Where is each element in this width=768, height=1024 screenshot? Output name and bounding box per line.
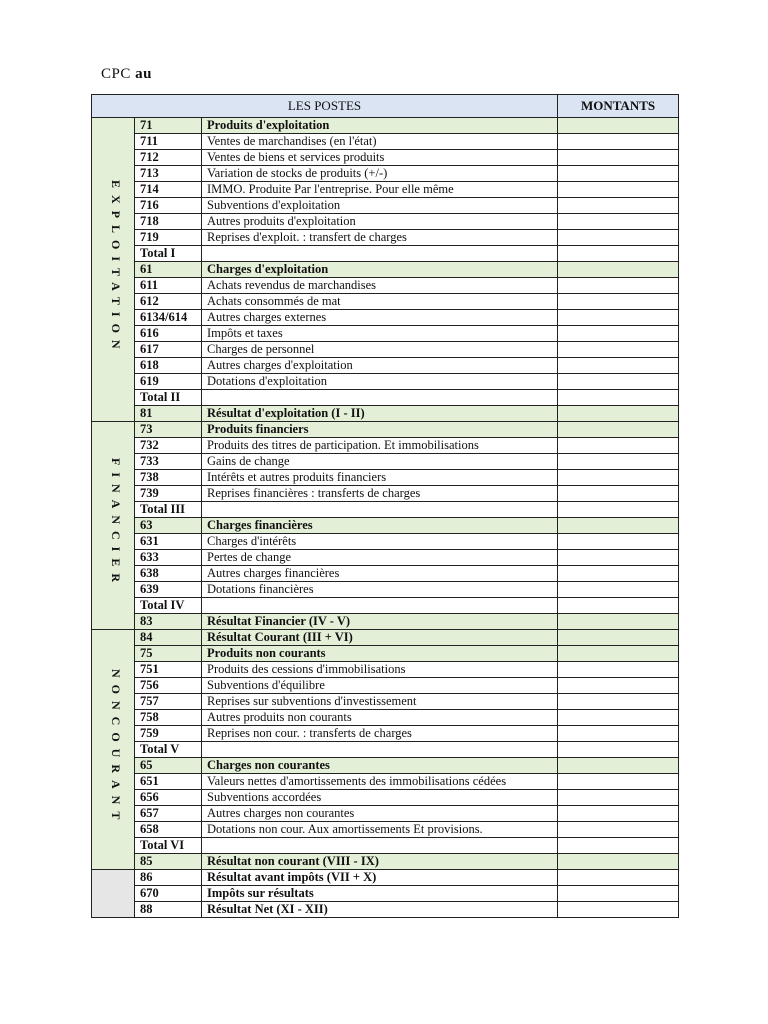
- amount-cell[interactable]: [558, 486, 679, 502]
- account-code: 84: [135, 630, 202, 646]
- account-code: 6134/614: [135, 310, 202, 326]
- header-postes: LES POSTES: [92, 95, 558, 118]
- amount-cell[interactable]: [558, 870, 679, 886]
- account-label: Résultat Courant (III + VI): [202, 630, 558, 646]
- account-label: [202, 246, 558, 262]
- section-label-cell: [92, 630, 135, 870]
- account-code: 756: [135, 678, 202, 694]
- account-label: Dotations financières: [202, 582, 558, 598]
- amount-cell[interactable]: [558, 726, 679, 742]
- table-row: [92, 278, 679, 294]
- account-label: Autres produits d'exploitation: [202, 214, 558, 230]
- account-code: 711: [135, 134, 202, 150]
- account-code: 86: [135, 870, 202, 886]
- amount-cell[interactable]: [558, 198, 679, 214]
- document-title: [101, 66, 152, 83]
- cpc-table: [91, 94, 679, 918]
- account-code: 638: [135, 566, 202, 582]
- account-label: Produits non courants: [202, 646, 558, 662]
- account-code: 619: [135, 374, 202, 390]
- amount-cell[interactable]: [558, 134, 679, 150]
- account-label: Produits d'exploitation: [202, 118, 558, 134]
- account-code: 639: [135, 582, 202, 598]
- account-label: Intérêts et autres produits financiers: [202, 470, 558, 486]
- amount-cell[interactable]: [558, 166, 679, 182]
- table-row: [92, 742, 679, 758]
- table-row: [92, 710, 679, 726]
- table-row: [92, 486, 679, 502]
- table-row: [92, 582, 679, 598]
- amount-cell[interactable]: [558, 326, 679, 342]
- amount-cell[interactable]: [558, 710, 679, 726]
- section-label-cell: [92, 870, 135, 918]
- table-row: [92, 326, 679, 342]
- account-label: Autres charges financières: [202, 566, 558, 582]
- account-code: 713: [135, 166, 202, 182]
- table-row: [92, 566, 679, 582]
- amount-cell[interactable]: [558, 582, 679, 598]
- table-body: [92, 118, 679, 918]
- table-row: [92, 598, 679, 614]
- account-label: Ventes de marchandises (en l'état): [202, 134, 558, 150]
- table-row: [92, 438, 679, 454]
- account-label: Impôts et taxes: [202, 326, 558, 342]
- table-row: [92, 774, 679, 790]
- account-label: Autres produits non courants: [202, 710, 558, 726]
- account-code: 738: [135, 470, 202, 486]
- table-row: [92, 534, 679, 550]
- account-label: Subventions accordées: [202, 790, 558, 806]
- account-label: Autres charges non courantes: [202, 806, 558, 822]
- table-row: [92, 246, 679, 262]
- account-code: 88: [135, 902, 202, 918]
- amount-cell[interactable]: [558, 854, 679, 870]
- account-code: 739: [135, 486, 202, 502]
- account-code: Total II: [135, 390, 202, 406]
- account-label: Reprises financières : transferts de charges: [202, 486, 558, 502]
- amount-cell[interactable]: [558, 278, 679, 294]
- account-code: 633: [135, 550, 202, 566]
- title-prefix: CPC: [101, 66, 131, 82]
- table-row: [92, 390, 679, 406]
- amount-cell[interactable]: [558, 518, 679, 534]
- section-label-cell: [92, 118, 135, 422]
- amount-cell[interactable]: [558, 646, 679, 662]
- table-row: [92, 646, 679, 662]
- table-row: [92, 758, 679, 774]
- account-label: Ventes de biens et services produits: [202, 150, 558, 166]
- account-code: 611: [135, 278, 202, 294]
- amount-cell[interactable]: [558, 534, 679, 550]
- account-label: Produits financiers: [202, 422, 558, 438]
- amount-cell[interactable]: [558, 422, 679, 438]
- account-label: Produits des titres de participation. Et immobilisations: [202, 438, 558, 454]
- amount-cell[interactable]: [558, 678, 679, 694]
- table-row: [92, 662, 679, 678]
- table-row: [92, 886, 679, 902]
- account-code: 61: [135, 262, 202, 278]
- account-code: 65: [135, 758, 202, 774]
- amount-cell[interactable]: [558, 406, 679, 422]
- account-label: Subventions d'exploitation: [202, 198, 558, 214]
- table-row: [92, 470, 679, 486]
- account-label: Résultat Net (XI - XII): [202, 902, 558, 918]
- account-label: [202, 598, 558, 614]
- account-code: 670: [135, 886, 202, 902]
- account-code: 618: [135, 358, 202, 374]
- account-code: Total I: [135, 246, 202, 262]
- table-row: [92, 790, 679, 806]
- account-code: 716: [135, 198, 202, 214]
- table-row: [92, 614, 679, 630]
- account-code: 651: [135, 774, 202, 790]
- amount-cell[interactable]: [558, 822, 679, 838]
- account-label: Reprises sur subventions d'investissement: [202, 694, 558, 710]
- account-code: 616: [135, 326, 202, 342]
- amount-cell[interactable]: [558, 438, 679, 454]
- table-row: [92, 422, 679, 438]
- section-label: NONCOURANT: [109, 668, 123, 827]
- amount-cell[interactable]: [558, 774, 679, 790]
- account-code: 83: [135, 614, 202, 630]
- account-code: 631: [135, 534, 202, 550]
- account-label: Dotations d'exploitation: [202, 374, 558, 390]
- account-code: 719: [135, 230, 202, 246]
- account-label: Dotations non cour. Aux amortissements Et provisions.: [202, 822, 558, 838]
- account-code: 85: [135, 854, 202, 870]
- account-code: Total IV: [135, 598, 202, 614]
- amount-cell[interactable]: [558, 502, 679, 518]
- table-row: [92, 198, 679, 214]
- amount-cell[interactable]: [558, 886, 679, 902]
- amount-cell[interactable]: [558, 758, 679, 774]
- table-row: [92, 694, 679, 710]
- title-suffix: au: [135, 66, 152, 82]
- table-row: [92, 118, 679, 134]
- table-row: [92, 454, 679, 470]
- account-label: [202, 742, 558, 758]
- amount-cell[interactable]: [558, 902, 679, 918]
- account-label: Pertes de change: [202, 550, 558, 566]
- account-label: Impôts sur résultats: [202, 886, 558, 902]
- amount-cell[interactable]: [558, 358, 679, 374]
- amount-cell[interactable]: [558, 550, 679, 566]
- account-label: Résultat avant impôts (VII + X): [202, 870, 558, 886]
- amount-cell[interactable]: [558, 662, 679, 678]
- account-label: Valeurs nettes d'amortissements des immobilisations cédées: [202, 774, 558, 790]
- amount-cell[interactable]: [558, 310, 679, 326]
- account-code: Total III: [135, 502, 202, 518]
- account-label: Charges non courantes: [202, 758, 558, 774]
- table-row: [92, 854, 679, 870]
- amount-cell[interactable]: [558, 598, 679, 614]
- account-label: Résultat non courant (VIII - IX): [202, 854, 558, 870]
- amount-cell[interactable]: [558, 742, 679, 758]
- table-row: [92, 134, 679, 150]
- account-code: Total V: [135, 742, 202, 758]
- account-label: Achats revendus de marchandises: [202, 278, 558, 294]
- account-label: IMMO. Produite Par l'entreprise. Pour elle même: [202, 182, 558, 198]
- amount-cell[interactable]: [558, 182, 679, 198]
- section-label: FINANCIER: [109, 457, 123, 589]
- account-code: 81: [135, 406, 202, 422]
- account-label: Reprises non cour. : transferts de charges: [202, 726, 558, 742]
- amount-cell[interactable]: [558, 390, 679, 406]
- account-label: Produits des cessions d'immobilisations: [202, 662, 558, 678]
- amount-cell[interactable]: [558, 246, 679, 262]
- table-row: [92, 374, 679, 390]
- table-row: [92, 502, 679, 518]
- account-code: 71: [135, 118, 202, 134]
- table-row: [92, 214, 679, 230]
- account-code: 733: [135, 454, 202, 470]
- header-montants: MONTANTS: [558, 95, 679, 118]
- amount-cell[interactable]: [558, 342, 679, 358]
- amount-cell[interactable]: [558, 470, 679, 486]
- table-row: [92, 358, 679, 374]
- account-label: Charges de personnel: [202, 342, 558, 358]
- amount-cell[interactable]: [558, 454, 679, 470]
- account-label: Subventions d'équilibre: [202, 678, 558, 694]
- amount-cell[interactable]: [558, 838, 679, 854]
- account-label: Charges financières: [202, 518, 558, 534]
- amount-cell[interactable]: [558, 262, 679, 278]
- account-label: Résultat Financier (IV - V): [202, 614, 558, 630]
- account-label: Achats consommés de mat: [202, 294, 558, 310]
- section-label-cell: [92, 422, 135, 630]
- account-label: [202, 502, 558, 518]
- amount-cell[interactable]: [558, 374, 679, 390]
- amount-cell[interactable]: [558, 790, 679, 806]
- table-row: [92, 630, 679, 646]
- account-code: 63: [135, 518, 202, 534]
- table-row: [92, 550, 679, 566]
- table-row: [92, 230, 679, 246]
- account-code: 751: [135, 662, 202, 678]
- account-label: Autres charges externes: [202, 310, 558, 326]
- table-row: [92, 870, 679, 886]
- amount-cell[interactable]: [558, 214, 679, 230]
- account-code: 757: [135, 694, 202, 710]
- account-code: Total VI: [135, 838, 202, 854]
- table-row: [92, 902, 679, 918]
- table-row: [92, 166, 679, 182]
- table-row: [92, 678, 679, 694]
- table-row: [92, 150, 679, 166]
- table-row: [92, 838, 679, 854]
- table-row: [92, 806, 679, 822]
- table-row: [92, 294, 679, 310]
- table-row: [92, 518, 679, 534]
- section-label: EXPLOITATION: [109, 179, 123, 356]
- account-code: 714: [135, 182, 202, 198]
- account-label: [202, 838, 558, 854]
- table-row: [92, 726, 679, 742]
- account-code: 657: [135, 806, 202, 822]
- table-row: [92, 822, 679, 838]
- amount-cell[interactable]: [558, 694, 679, 710]
- account-code: 658: [135, 822, 202, 838]
- table-row: [92, 342, 679, 358]
- amount-cell[interactable]: [558, 150, 679, 166]
- amount-cell[interactable]: [558, 230, 679, 246]
- table-row: [92, 310, 679, 326]
- account-label: Variation de stocks de produits (+/-): [202, 166, 558, 182]
- account-code: 73: [135, 422, 202, 438]
- account-label: Charges d'intérêts: [202, 534, 558, 550]
- account-label: Résultat d'exploitation (I - II): [202, 406, 558, 422]
- account-code: 759: [135, 726, 202, 742]
- account-label: Reprises d'exploit. : transfert de charges: [202, 230, 558, 246]
- amount-cell[interactable]: [558, 614, 679, 630]
- account-code: 656: [135, 790, 202, 806]
- table-row: [92, 182, 679, 198]
- account-code: 758: [135, 710, 202, 726]
- table-row: [92, 406, 679, 422]
- amount-cell[interactable]: [558, 566, 679, 582]
- table-row: [92, 262, 679, 278]
- amount-cell[interactable]: [558, 118, 679, 134]
- account-code: 732: [135, 438, 202, 454]
- account-code: 718: [135, 214, 202, 230]
- account-label: Charges d'exploitation: [202, 262, 558, 278]
- account-code: 612: [135, 294, 202, 310]
- account-label: [202, 390, 558, 406]
- account-code: 75: [135, 646, 202, 662]
- account-code: 617: [135, 342, 202, 358]
- amount-cell[interactable]: [558, 294, 679, 310]
- account-code: 712: [135, 150, 202, 166]
- amount-cell[interactable]: [558, 806, 679, 822]
- account-label: Gains de change: [202, 454, 558, 470]
- table-header-row: [92, 95, 679, 118]
- account-label: Autres charges d'exploitation: [202, 358, 558, 374]
- amount-cell[interactable]: [558, 630, 679, 646]
